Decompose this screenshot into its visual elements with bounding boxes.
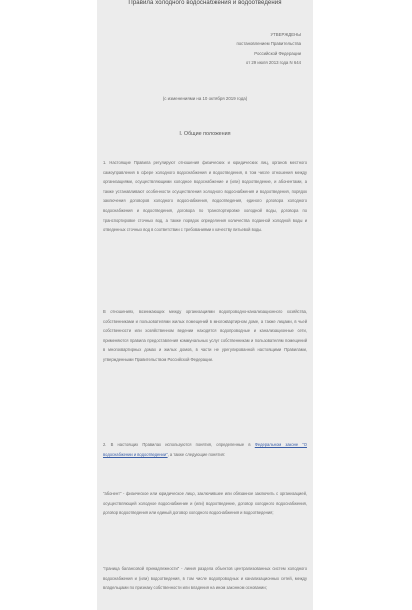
section-heading: I. Общие положения <box>179 131 231 137</box>
approval-line: УТВЕРЖДЕНЫ <box>270 32 301 37</box>
edition-note: (с изменениями на 10 октября 2019 года) <box>162 96 248 101</box>
approval-line: от 29 июля 2013 года N 644 <box>245 60 301 66</box>
paragraph <box>103 440 307 468</box>
paragraph: "абонент" - физическое или юридическое лицо, заключившее или обязанное заключить с организацией, осуществляющей холодное водоснабжение и (или) водоотведение, договор холодного водоснабжения, договор водоотведения или единый договор холодного водоснабжения и водоотведения; <box>103 491 307 516</box>
document-page <box>97 0 313 610</box>
paragraph: 1. Настоящие Правила регулируют отношения физических и юридических лиц, органов местного самоуправления в сфере холодного водоснабжения и водоотведения, в том числе отношения между организациями, осуществляющими холодное водоснабжение и (или) водоотведение, и абонентами, а также устанавливают особенности осуществления холодного водоснабжения и водоотведения, порядок заключения договоров холодного водоснабжения, водоотведения, единого договора холодного водоснабжения и водоотведения, договора по транспортировке холодной воды, договора по транспортировке сточных вод, а также порядок определения количества поданной холодной воды и отведенных сточных вод в соответствии с требованиями к качеству питьевой воды. <box>103 160 307 233</box>
paragraph-text: 2. В настоящих Правилах используются понятия, определенные в <box>103 442 255 447</box>
paragraph: "граница балансовой принадлежности" - линия раздела объектов централизованных систем холодного водоснабжения и (или) водоотведения, в том числе водопроводных и канализационных сетей, между владельцами по признаку собственности или владения на ином законном основании; <box>103 566 307 591</box>
law-link[interactable]: Федеральном законе "О водоснабжении и водоотведении" <box>103 442 307 457</box>
paragraph: В отношениях, возникающих между организациями водопроводно-канализационного хозяйства, собственниками и пользователями жилых помещений в многоквартирном доме, а также лицами, в чьей собственности или хозяйственном ведении находятся водопроводные и канализационные сети, применяются правила предоставления коммунальных услуг собственникам и пользователям помещений в многоквартирных домах и жилых домов, в части не урегулированной настоящими Правилами, утвержденными Правительством Российской Федерации. <box>103 309 307 362</box>
approval-line: постановлением Правительства <box>236 41 301 47</box>
document-title: Правила холодного водоснабжения и водоотведения <box>128 0 282 6</box>
paragraph-text: , а также следующие понятия: <box>167 451 226 457</box>
approval-line: Российской Федерации <box>254 50 301 56</box>
approval-block <box>236 30 301 68</box>
